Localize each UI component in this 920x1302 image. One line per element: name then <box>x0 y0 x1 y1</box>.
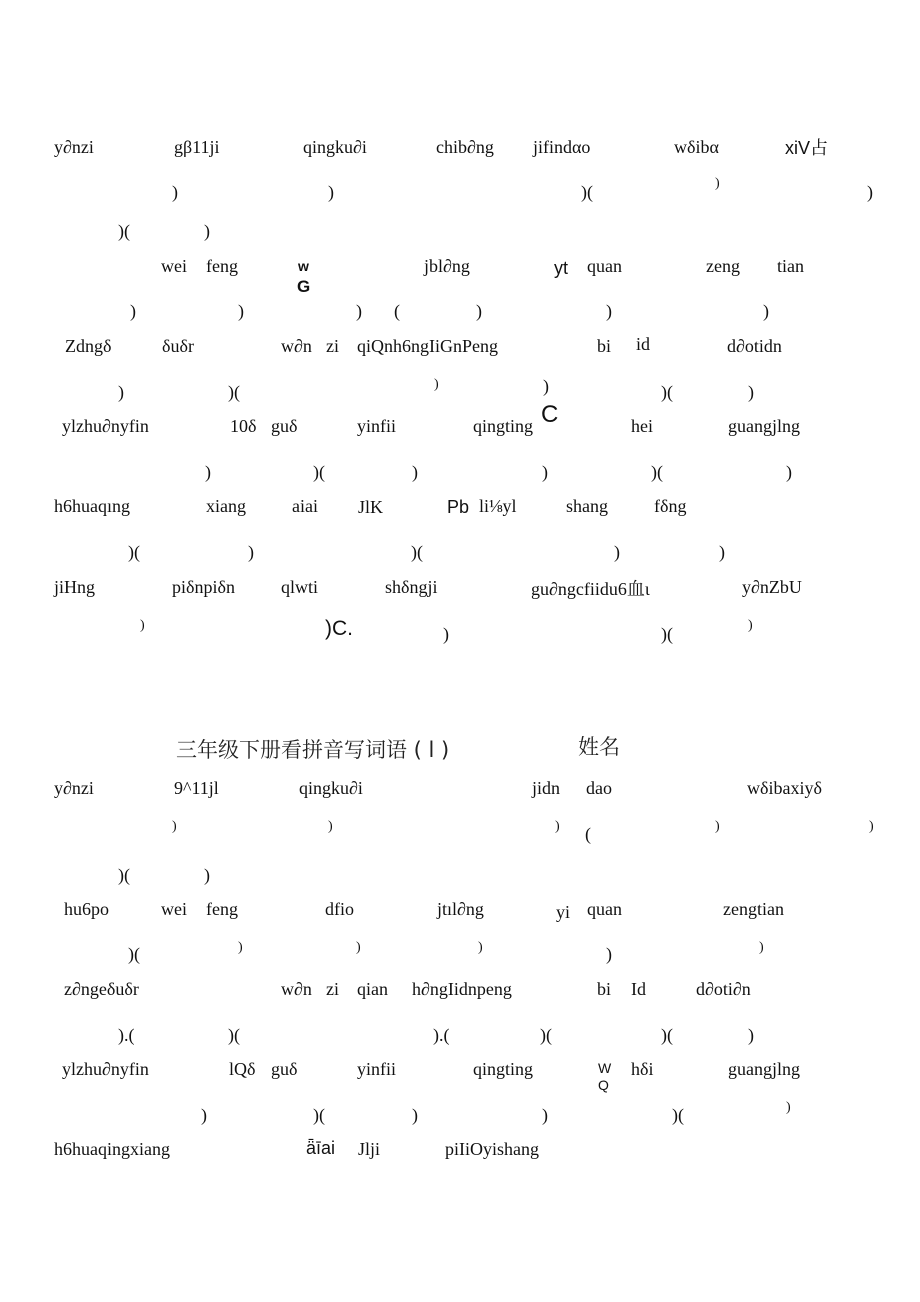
pinyin-word: jtıl∂ng <box>437 899 484 919</box>
pinyin-word: jifindαo <box>533 137 591 157</box>
answer-bracket: ).( <box>118 1025 135 1045</box>
pinyin-word: qlwti <box>281 577 319 597</box>
answer-bracket: ) <box>542 462 548 482</box>
pinyin-word: zeng <box>706 256 740 276</box>
answer-bracket: ) <box>328 182 334 202</box>
answer-bracket: ) <box>238 301 244 321</box>
answer-bracket: )( <box>540 1025 552 1045</box>
answer-bracket: )( <box>128 542 140 562</box>
answer-bracket: )( <box>661 382 673 402</box>
pinyin-word: wei <box>161 899 187 919</box>
answer-bracket: ) <box>606 944 612 964</box>
answer-bracket: )( <box>313 462 325 482</box>
pinyin-word: h6huaqingxiang <box>54 1139 170 1159</box>
pinyin-word: w∂n <box>281 336 312 356</box>
answer-bracket: ) <box>356 301 362 321</box>
pinyin-word: guangjlng <box>728 1059 800 1079</box>
answer-bracket: C <box>541 401 559 428</box>
answer-bracket: ) <box>543 376 549 396</box>
pinyin-word: lQδ <box>229 1059 256 1079</box>
answer-bracket: ) <box>715 819 720 834</box>
pinyin-word: w <box>298 258 309 274</box>
pinyin-word: feng <box>206 899 238 919</box>
pinyin-word: y∂nZbU <box>742 577 802 597</box>
pinyin-word: xiang <box>206 496 246 516</box>
pinyin-word: δuδr <box>162 336 194 356</box>
answer-bracket: ) <box>867 182 873 202</box>
answer-bracket: ) <box>238 940 243 955</box>
pinyin-word: jidn <box>532 778 561 798</box>
pinyin-word: h∂ngIidnpeng <box>412 979 512 999</box>
pinyin-word: 9^11jl <box>174 778 219 798</box>
pinyin-word: xiV占 <box>785 138 829 158</box>
answer-bracket: ) <box>786 1100 791 1115</box>
pinyin-word: wδibα <box>674 137 719 157</box>
answer-bracket: ) <box>476 301 482 321</box>
pinyin-word: h6huaqıng <box>54 496 130 516</box>
pinyin-word: guδ <box>271 416 298 436</box>
pinyin-word: Q <box>598 1077 609 1093</box>
pinyin-word: aiai <box>292 496 318 516</box>
answer-bracket: )( <box>581 182 593 202</box>
pinyin-word: d∂otidn <box>727 336 782 356</box>
pinyin-word: w∂n <box>281 979 312 999</box>
answer-bracket: ) <box>748 382 754 402</box>
pinyin-word: guangjlng <box>728 416 800 436</box>
answer-bracket: )( <box>661 1025 673 1045</box>
pinyin-word: yt <box>554 258 569 278</box>
pinyin-word: dao <box>586 778 612 798</box>
pinyin-word: JlK <box>358 497 384 517</box>
pinyin-word: bi <box>597 979 612 999</box>
pinyin-word: bi <box>597 336 612 356</box>
pinyin-word: feng <box>206 256 238 276</box>
pinyin-word: Zdngδ <box>65 336 112 356</box>
pinyin-word: piδnpiδn <box>172 577 235 597</box>
pinyin-word: Id <box>631 979 646 999</box>
pinyin-word: quan <box>587 256 622 276</box>
pinyin-word: fδng <box>654 496 687 516</box>
pinyin-word: W <box>598 1060 612 1076</box>
answer-bracket: ) <box>763 301 769 321</box>
answer-bracket: ) <box>606 301 612 321</box>
pinyin-word: 10δ <box>230 416 257 436</box>
pinyin-word: gu∂ngcfiidu6血ι <box>531 579 650 599</box>
answer-bracket: )( <box>651 462 663 482</box>
answer-bracket: )( <box>313 1105 325 1125</box>
answer-bracket: ) <box>719 542 725 562</box>
pinyin-word: gβ11ji <box>174 137 220 157</box>
answer-bracket: )C. <box>325 617 353 640</box>
pinyin-word: G <box>297 277 311 296</box>
answer-bracket: ) <box>715 176 720 191</box>
answer-bracket: )( <box>672 1105 684 1125</box>
answer-bracket: ) <box>248 542 254 562</box>
pinyin-word: y∂nzi <box>54 137 94 157</box>
answer-bracket: ) <box>205 462 211 482</box>
pinyin-word: hδi <box>631 1059 654 1079</box>
pinyin-word: qingku∂i <box>299 778 363 798</box>
pinyin-word: qiQnh6ngIiGnPeng <box>357 336 498 356</box>
answer-bracket: ) <box>204 221 210 241</box>
worksheet-title: 三年级下册看拼音写词语 ( l ) <box>176 738 450 762</box>
answer-bracket: ) <box>786 462 792 482</box>
answer-bracket: )( <box>411 542 423 562</box>
pinyin-word: chib∂ng <box>436 137 494 157</box>
answer-bracket: ) <box>478 940 483 955</box>
answer-bracket: ) <box>748 1025 754 1045</box>
pinyin-word: yinfii <box>357 416 396 436</box>
answer-bracket: ) <box>434 377 439 392</box>
answer-bracket: ) <box>412 462 418 482</box>
answer-bracket: ) <box>555 819 560 834</box>
pinyin-word: ylzhu∂nyfin <box>62 1059 149 1079</box>
pinyin-word: wei <box>161 256 187 276</box>
pinyin-word: ǟīai <box>306 1138 336 1158</box>
pinyin-word: ylzhu∂nyfin <box>62 416 149 436</box>
pinyin-word: piIiOyishang <box>445 1139 539 1159</box>
answer-bracket: ( <box>394 301 400 321</box>
pinyin-word: qingku∂i <box>303 137 367 157</box>
answer-bracket: )( <box>128 944 140 964</box>
pinyin-word: Pb <box>447 497 470 517</box>
answer-bracket: ) <box>614 542 620 562</box>
answer-bracket: ) <box>869 819 874 834</box>
pinyin-word: jiHng <box>54 577 96 597</box>
pinyin-word: hei <box>631 416 653 436</box>
pinyin-word: d∂oti∂n <box>696 979 751 999</box>
answer-bracket: ) <box>748 618 753 633</box>
pinyin-word: tian <box>777 256 804 276</box>
answer-bracket: ) <box>542 1105 548 1125</box>
pinyin-word: li⅛yl <box>479 496 517 516</box>
pinyin-word: Jlji <box>358 1139 381 1159</box>
answer-bracket: ) <box>140 618 145 633</box>
pinyin-word: zengtian <box>723 899 784 919</box>
pinyin-word: yinfii <box>357 1059 396 1079</box>
pinyin-word: qian <box>357 979 388 999</box>
pinyin-word: quan <box>587 899 622 919</box>
pinyin-word: zi <box>326 979 339 999</box>
answer-bracket: ( <box>585 824 591 844</box>
pinyin-word: qingting <box>473 1059 534 1079</box>
answer-bracket: ) <box>204 865 210 885</box>
answer-bracket: ) <box>412 1105 418 1125</box>
answer-bracket: )( <box>661 624 673 644</box>
answer-bracket: )( <box>118 865 130 885</box>
pinyin-word: guδ <box>271 1059 298 1079</box>
pinyin-word: jbl∂ng <box>424 256 470 276</box>
answer-bracket: )( <box>228 382 240 402</box>
pinyin-word: shδngji <box>385 577 438 597</box>
answer-bracket: ) <box>356 940 361 955</box>
answer-bracket: ) <box>172 182 178 202</box>
pinyin-word: zi <box>326 336 339 356</box>
answer-bracket: ) <box>759 940 764 955</box>
pinyin-word: hu6po <box>64 899 109 919</box>
answer-bracket: ) <box>201 1105 207 1125</box>
pinyin-word: dfio <box>325 899 354 919</box>
answer-bracket: ) <box>328 819 333 834</box>
name-label: 姓名 <box>578 735 620 759</box>
pinyin-word: shang <box>566 496 608 516</box>
answer-bracket: ) <box>443 624 449 644</box>
answer-bracket: )( <box>118 221 130 241</box>
pinyin-word: yi <box>556 902 571 922</box>
answer-bracket: )( <box>228 1025 240 1045</box>
answer-bracket: ).( <box>433 1025 450 1045</box>
pinyin-word: y∂nzi <box>54 778 94 798</box>
pinyin-word: id <box>636 334 651 354</box>
answer-bracket: ) <box>130 301 136 321</box>
pinyin-word: wδibaxiyδ <box>747 778 822 798</box>
pinyin-word: z∂ngeδuδr <box>64 979 139 999</box>
pinyin-word: qingting <box>473 416 534 436</box>
answer-bracket: ) <box>172 819 177 834</box>
answer-bracket: ) <box>118 382 124 402</box>
